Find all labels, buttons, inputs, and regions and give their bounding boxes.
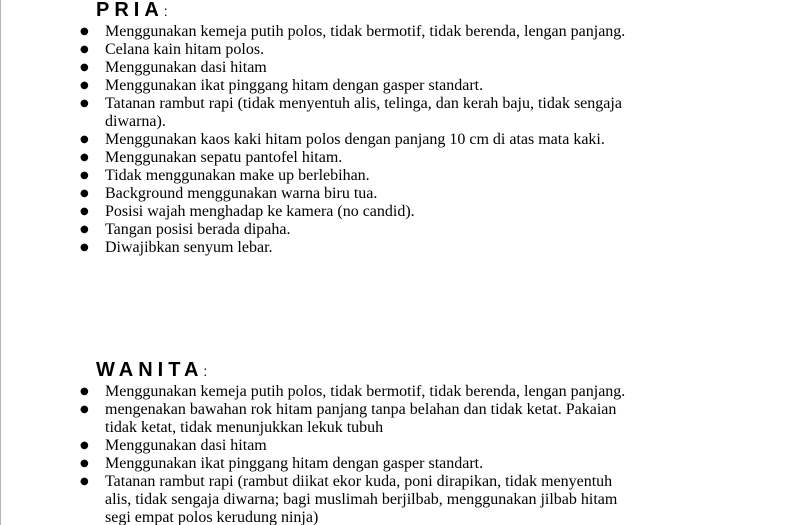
pria-requirements-list (0, 23, 794, 257)
wanita-heading (96, 358, 207, 383)
list-item (0, 383, 685, 401)
bullet-icon: ● (80, 98, 89, 109)
bullet-icon: ● (80, 440, 89, 451)
list-item-text: Menggunakan ikat pinggang hitam dengan gasper standart. (105, 455, 484, 472)
bullet-icon: ● (80, 44, 89, 55)
list-item (0, 437, 685, 455)
list-item-text: Menggunakan kaos kaki hitam polos dengan panjang 10 cm di atas mata kaki. (105, 131, 605, 148)
wanita-requirements-list (0, 383, 794, 525)
bullet-icon: ● (80, 26, 89, 37)
list-item-text: Menggunakan dasi hitam (105, 437, 267, 454)
bullet-icon: ● (80, 134, 89, 145)
bullet-icon: ● (80, 62, 89, 73)
list-item (0, 239, 685, 257)
list-item-text: Tangan posisi berada dipaha. (105, 221, 291, 238)
pria-heading-colon: : (163, 3, 168, 19)
list-item (0, 149, 685, 167)
bullet-icon: ● (80, 458, 89, 469)
list-item (0, 41, 685, 59)
list-item (0, 455, 685, 473)
list-item-text: Background menggunakan warna biru tua. (105, 185, 378, 202)
list-item-text: Menggunakan kemeja putih polos, tidak bermotif, tidak berenda, lengan panjang. (105, 23, 626, 40)
bullet-icon: ● (80, 404, 89, 415)
list-item (0, 203, 685, 221)
bullet-icon: ● (80, 170, 89, 181)
list-item-text: Diwajibkan senyum lebar. (105, 239, 273, 256)
bullet-icon: ● (80, 152, 89, 163)
bullet-icon: ● (80, 476, 89, 487)
list-item (0, 131, 685, 149)
bullet-icon: ● (80, 242, 89, 253)
bullet-icon: ● (80, 224, 89, 235)
list-item (0, 473, 685, 525)
list-item (0, 59, 685, 77)
bullet-icon: ● (80, 386, 89, 397)
list-item-text: Tatanan rambut rapi (rambut diikat ekor kuda, poni dirapikan, tidak menyentuh alis, tidak sengaja diwarna; bagi muslimah berjilbab, menggunakan jilbab hitam segi empat polos kerudung ninja) (105, 473, 618, 525)
list-item (0, 167, 685, 185)
list-item (0, 23, 685, 41)
list-item (0, 77, 685, 95)
pria-heading (96, 0, 168, 23)
list-item-text: Celana kain hitam polos. (105, 41, 265, 58)
bullet-icon: ● (80, 80, 89, 91)
list-item-text: Menggunakan sepatu pantofel hitam. (105, 149, 343, 166)
list-item (0, 401, 685, 437)
list-item-text: Posisi wajah menghadap ke kamera (no candid). (105, 203, 415, 220)
list-item-text: Tidak menggunakan make up berlebihan. (105, 167, 370, 184)
pria-heading-text: PRIA (96, 0, 164, 21)
list-item-text: Menggunakan ikat pinggang hitam dengan gasper standart. (105, 77, 484, 94)
bullet-icon: ● (80, 206, 89, 217)
list-item-text: Tatanan rambut rapi (tidak menyentuh alis, telinga, dan kerah baju, tidak sengaja diwarna). (105, 95, 622, 130)
list-item (0, 221, 685, 239)
list-item-text: Menggunakan dasi hitam (105, 59, 267, 76)
bullet-icon: ● (80, 188, 89, 199)
list-item (0, 185, 685, 203)
wanita-heading-text: WANITA (96, 359, 204, 381)
list-item-text: mengenakan bawahan rok hitam panjang tanpa belahan dan tidak ketat. Pakaian tidak ketat, tidak menunjukkan lekuk tubuh (105, 401, 617, 436)
list-item-text: Menggunakan kemeja putih polos, tidak bermotif, tidak berenda, lengan panjang. (105, 383, 626, 400)
list-item (0, 95, 685, 131)
wanita-heading-colon: : (203, 363, 208, 379)
